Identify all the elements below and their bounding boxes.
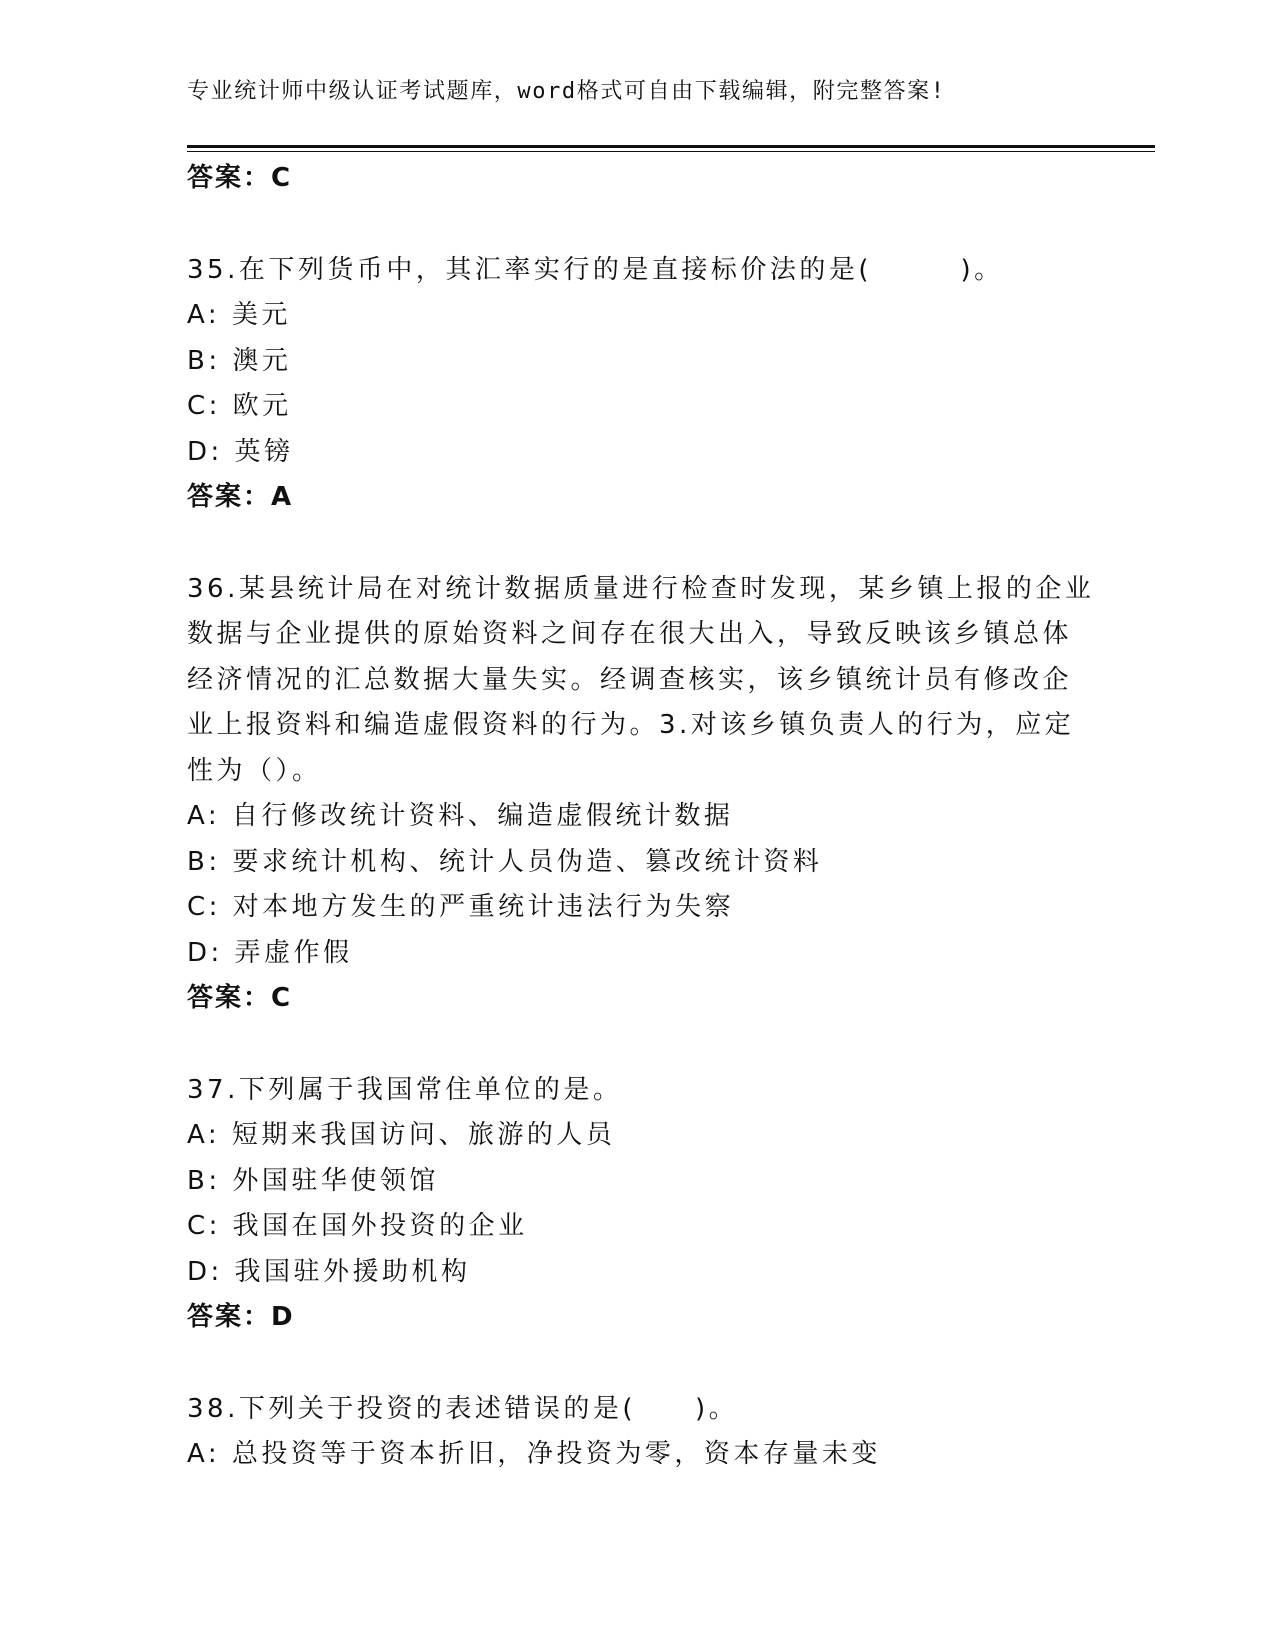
spacer	[187, 521, 1087, 567]
question-stem: 35.在下列货币中，其汇率实行的是直接标价法的是( )。	[187, 254, 1004, 285]
option-d: D: 我国驻外援助机构	[187, 1256, 471, 1287]
option-a: A: 短期来我国访问、旅游的人员	[187, 1120, 616, 1150]
option-b: B: 澳元	[187, 345, 292, 376]
spacer	[187, 1022, 1087, 1068]
option-b: B: 要求统计机构、统计人员伪造、篡改统计资料	[187, 846, 823, 877]
option-c: C: 欧元	[187, 391, 292, 421]
question-stem-line: 性为（）。	[187, 755, 322, 786]
option-a: A: 美元	[187, 300, 291, 330]
option-c: C: 我国在国外投资的企业	[187, 1211, 528, 1241]
page-header: 专业统计师中级认证考试题库，word格式可自由下载编辑，附完整答案!	[187, 79, 946, 104]
question-stem: 38.下列关于投资的表述错误的是( )。	[187, 1393, 739, 1424]
answer: 答案：C	[187, 983, 293, 1013]
option-d: D: 弄虚作假	[187, 937, 353, 968]
question-stem: 37.下列属于我国常住单位的是。	[187, 1074, 623, 1105]
question-38	[187, 1387, 1087, 1478]
spacer	[187, 202, 1087, 248]
header-rule-thick	[187, 145, 1155, 148]
option-a: A: 总投资等于资本折旧，净投资为零，资本存量未变	[187, 1439, 881, 1469]
option-b: B: 外国驻华使领馆	[187, 1165, 439, 1196]
answer-previous: 答案：C	[187, 163, 293, 193]
question-content	[187, 156, 1095, 1478]
question-stem-line: 数据与企业提供的原始资料之间存在很大出入，导致反映该乡镇总体	[187, 619, 1073, 649]
option-c: C: 对本地方发生的严重统计违法行为失察	[187, 892, 735, 922]
answer: 答案：D	[187, 1302, 295, 1332]
question-stem-line: 业上报资料和编造虚假资料的行为。3.对该乡镇负责人的行为，应定	[187, 710, 1075, 740]
spacer	[187, 1341, 1087, 1387]
option-d: D: 英镑	[187, 436, 294, 467]
answer: 答案：A	[187, 482, 294, 512]
question-stem-line: 经济情况的汇总数据大量失实。经调查核实，该乡镇统计员有修改企	[187, 664, 1073, 695]
question-36	[187, 567, 1095, 1022]
option-a: A: 自行修改统计资料、编造虚假统计数据	[187, 801, 734, 831]
question-stem-line: 36.某县统计局在对统计数据质量进行检查时发现，某乡镇上报的企业	[187, 573, 1095, 604]
question-37	[187, 1068, 1087, 1341]
header-rule-thin	[187, 151, 1155, 152]
question-35	[187, 248, 1087, 521]
